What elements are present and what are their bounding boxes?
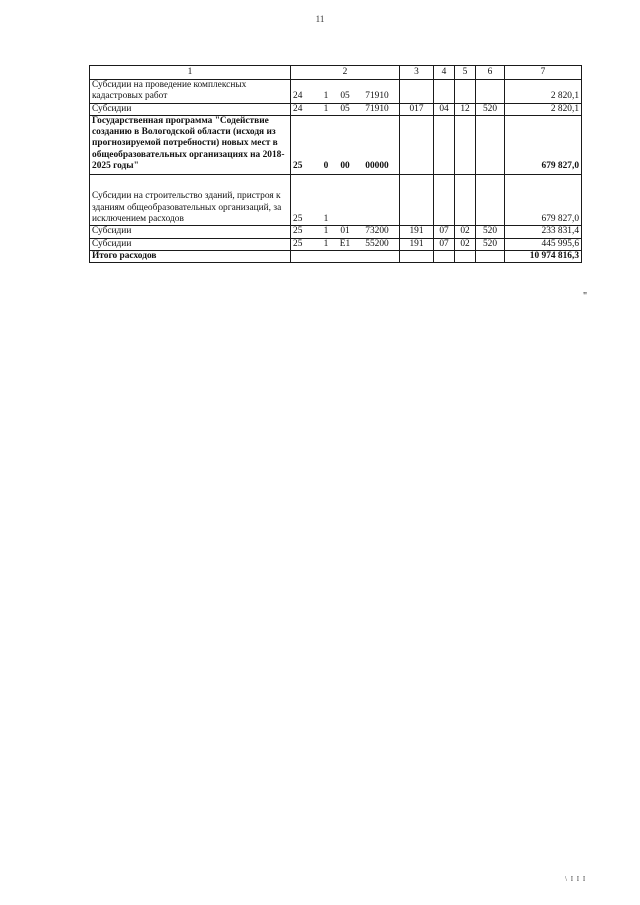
row-c4: 07 [434, 226, 455, 238]
header-cell-7: 7 [505, 66, 582, 80]
row-c6: 520 [476, 238, 505, 250]
header-cell-4: 4 [434, 66, 455, 80]
row-c3 [400, 175, 434, 226]
row-c6 [476, 80, 505, 104]
closing-quote: " [583, 291, 588, 302]
row-amount: 2 820,1 [505, 80, 582, 104]
total-row [90, 250, 582, 262]
page-number: 11 [315, 14, 325, 24]
table-row [90, 175, 582, 226]
row-amount: 233 831,4 [505, 226, 582, 238]
row-c5: 02 [455, 238, 476, 250]
row-c4 [434, 175, 455, 226]
row-c5 [455, 115, 476, 174]
row-code: 24 1 05 71910 [291, 103, 400, 115]
row-c5 [455, 175, 476, 226]
header-cell-5: 5 [455, 66, 476, 80]
row-c4 [434, 250, 455, 262]
budget-table [89, 65, 582, 263]
table-row [90, 103, 582, 115]
row-c6 [476, 250, 505, 262]
row-c3 [400, 115, 434, 174]
row-amount: 2 820,1 [505, 103, 582, 115]
row-c3: 191 [400, 238, 434, 250]
row-amount: 445 995,6 [505, 238, 582, 250]
header-cell-2: 2 [291, 66, 400, 80]
row-name: Субсидии [90, 103, 291, 115]
header-cell-6: 6 [476, 66, 505, 80]
row-c3 [400, 250, 434, 262]
table-row [90, 226, 582, 238]
row-c6 [476, 175, 505, 226]
header-cell-1: 1 [90, 66, 291, 80]
table-row [90, 115, 582, 174]
row-c4: 07 [434, 238, 455, 250]
table-row [90, 238, 582, 250]
row-name: Субсидии [90, 238, 291, 250]
header-cell-3: 3 [400, 66, 434, 80]
row-code: 25 1 [291, 175, 400, 226]
row-c6 [476, 115, 505, 174]
row-c4 [434, 115, 455, 174]
row-code: 25 0 00 00000 [291, 115, 400, 174]
row-c5 [455, 80, 476, 104]
row-amount: 679 827,0 [505, 115, 582, 174]
row-code: 24 1 05 71910 [291, 80, 400, 104]
row-c5 [455, 250, 476, 262]
footer-marks: \ I I I [565, 875, 587, 883]
row-name: Государственная программа "Содействие созданию в Вологодской области (исходя из прогнозируемой потребности) новых мест в общеобразовательных организациях на 2018-2025 годы" [90, 115, 291, 174]
table-header-row [90, 66, 582, 80]
row-c4: 04 [434, 103, 455, 115]
row-c3: 017 [400, 103, 434, 115]
row-name: Субсидии на проведение комплексных кадастровых работ [90, 80, 291, 104]
row-c3: 191 [400, 226, 434, 238]
row-code [291, 250, 400, 262]
row-c4 [434, 80, 455, 104]
row-c3 [400, 80, 434, 104]
row-c5: 02 [455, 226, 476, 238]
row-amount: 679 827,0 [505, 175, 582, 226]
total-label: Итого расходов [90, 250, 291, 262]
row-code: 25 1 E1 55200 [291, 238, 400, 250]
table-row [90, 80, 582, 104]
row-c5: 12 [455, 103, 476, 115]
row-c6: 520 [476, 226, 505, 238]
row-name: Субсидии на строительство зданий, пристроя к зданиям общеобразовательных организаций, за исключением расходов [90, 175, 291, 226]
row-code: 25 1 01 73200 [291, 226, 400, 238]
row-name: Субсидии [90, 226, 291, 238]
total-amount: 10 974 816,3 [505, 250, 582, 262]
row-c6: 520 [476, 103, 505, 115]
